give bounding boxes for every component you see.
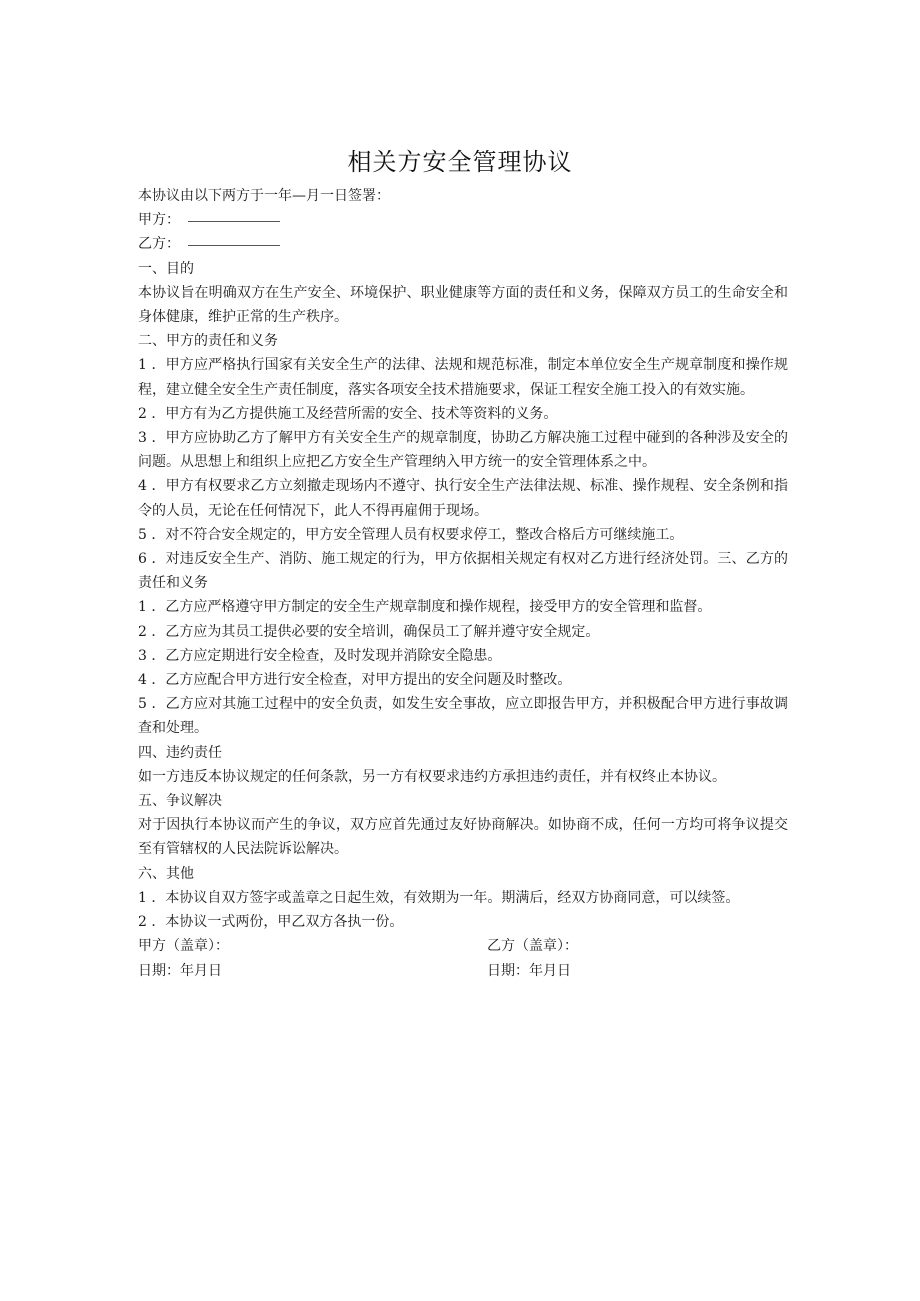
- party-a-blank: [188, 207, 280, 222]
- section-3-item: 5 ．乙方应对其施工过程中的安全负责，如发生安全事故，应立即报告甲方，并积极配合甲方进行事故调查和处理。: [138, 696, 788, 737]
- section-5-heading: 五、争议解决: [138, 793, 222, 810]
- section-2-item: 4 ．甲方有权要求乙方立刻撤走现场内不遵守、执行安全生产法律法规、标准、操作规程、安全条例和指令的人员，无论在任何情况下，此人不得再雇佣于现场。: [138, 478, 788, 519]
- section-6-item: 1 ．本协议自双方签字或盖章之日起生效，有效期为一年。期满后，经双方协商同意，可以续签。: [138, 889, 740, 906]
- section-4-text: 如一方违反本协议规定的任何条款，另一方有权要求违约方承担违约责任，并有权终止本协议。: [138, 768, 726, 785]
- section-1-heading: 一、目的: [138, 260, 194, 277]
- section-2-item: 5 ．对不符合安全规定的，甲方安全管理人员有权要求停工，整改合格后方可继续施工。: [138, 526, 684, 543]
- section-2-item: 2 ．甲方有为乙方提供施工及经营所需的安全、技术等资料的义务。: [138, 405, 558, 422]
- section-3-item: 4 ．乙方应配合甲方进行安全检查，对甲方提出的安全问题及时整改。: [138, 672, 572, 689]
- section-3-item: 1 ．乙方应严格遵守甲方制定的安全生产规章制度和操作规程，接受甲方的安全管理和监督。: [138, 599, 712, 616]
- section-2-heading: 二、甲方的责任和义务: [138, 333, 278, 350]
- intro-line: 本协议由以下两方于一年—月一日签署：: [138, 188, 390, 204]
- party-a-line: [138, 208, 788, 232]
- party-b-seal-label: 乙方（盖章）：: [487, 938, 578, 955]
- party-b-date-label: 日期：年月日: [487, 962, 571, 979]
- section-4-heading: 四、违约责任: [138, 744, 222, 761]
- section-3-item: 3 ．乙方应定期进行安全检查，及时发现并消除安全隐患。: [138, 647, 502, 664]
- section-5-text: 对于因执行本协议而产生的争议，双方应首先通过友好协商解决。如协商不成，任何一方均可将争议提交至有管辖权的人民法院诉讼解决。: [138, 817, 788, 858]
- section-2-item: 1 ．甲方应严格执行国家有关安全生产的法律、法规和规范标准，制定本单位安全生产规章制度和操作规程，建立健全安全生产责任制度，落实各项安全技术措施要求，保证工程安全施工投入的有效实施。: [138, 357, 788, 398]
- party-a-label: 甲方：: [138, 212, 180, 229]
- document-title: 相关方安全管理协议: [347, 148, 573, 176]
- document-body: [138, 184, 788, 983]
- party-a-date-label: 日期：年月日: [138, 962, 222, 979]
- section-1-text: 本协议旨在明确双方在生产安全、环境保护、职业健康等方面的责任和义务，保障双方员工的生命安全和身体健康，维护正常的生产秩序。: [138, 284, 788, 326]
- section-6-item: 2 ．本协议一式两份，甲乙双方各执一份。: [138, 914, 404, 931]
- party-b-label: 乙方：: [138, 236, 180, 253]
- section-6-heading: 六、其他: [138, 865, 194, 882]
- date-row: [138, 959, 788, 983]
- party-b-blank: [188, 231, 280, 246]
- section-2-item: 6 ．对违反安全生产、消防、施工规定的行为，甲方依据相关规定有权对乙方进行经济处罚。三、乙方的责任和义务: [138, 551, 788, 592]
- signature-row: [138, 934, 788, 958]
- party-a-seal-label: 甲方（盖章）：: [138, 938, 229, 955]
- section-3-item: 2 ．乙方应为其员工提供必要的安全培训，确保员工了解并遵守安全规定。: [138, 623, 600, 640]
- section-2-item: 3 ．甲方应协助乙方了解甲方有关安全生产的规章制度，协助乙方解决施工过程中碰到的各种涉及安全的问题。从思想上和组织上应把乙方安全生产管理纳入甲方统一的安全管理体系之中。: [138, 430, 788, 471]
- party-b-line: [138, 232, 788, 256]
